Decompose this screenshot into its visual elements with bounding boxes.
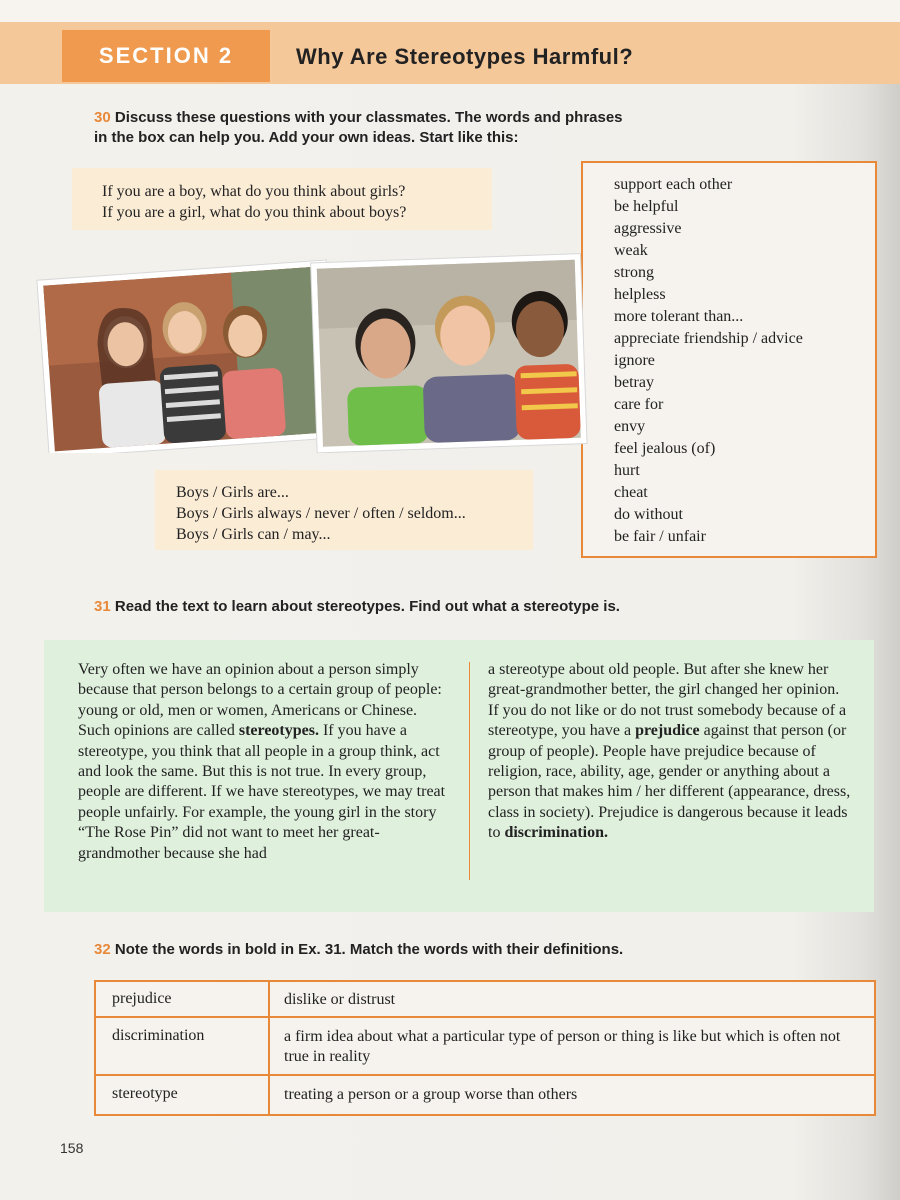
- word-item: care for: [614, 396, 664, 413]
- word-item: weak: [614, 242, 648, 259]
- reading-text-segment: Very often we have an opinion about a person simply because that person belongs to a certain group of people: young or old, men or women, Americans or Chinese. Such opinions are called: [78, 661, 442, 740]
- reading-text-segment: If you have a stereotype, you think that all people in a group think, act and look the same. But this is not true. In every group, people are different. If we have stereotypes, we may treat people unfairly. For example, the young girl in the story “The Rose Pin” did not want to meet her great-grandmother because she had: [78, 722, 446, 862]
- table-word: stereotype: [112, 1085, 178, 1102]
- word-item: be fair / unfair: [614, 528, 706, 545]
- prompt-questions: [102, 181, 406, 223]
- reading-paragraph: a stereotype about old people. But after she knew her great-grandmother better, the girl changed her opinion.: [488, 661, 840, 699]
- ex30-heading: [94, 108, 623, 148]
- ex32-heading: [94, 940, 623, 960]
- top-strip: [0, 0, 900, 22]
- word-item: ignore: [614, 352, 655, 369]
- section-tab: [62, 30, 270, 82]
- girls-photo: [37, 260, 339, 453]
- word-item: feel jealous (of): [614, 440, 716, 457]
- starter-line: Boys / Girls are...: [176, 484, 289, 501]
- ex31-number: 31: [94, 598, 111, 615]
- starter-line: Boys / Girls can / may...: [176, 526, 331, 543]
- bold-term-prejudice: prejudice: [635, 722, 700, 740]
- table-row: [96, 982, 874, 1018]
- reading-paragraph: [488, 701, 858, 844]
- table-row: [96, 1076, 874, 1114]
- page-number: 158: [60, 1140, 84, 1156]
- reading-text-left: [78, 660, 450, 864]
- reading-text-right: [488, 660, 858, 844]
- word-list: [614, 174, 803, 548]
- word-item: strong: [614, 264, 654, 281]
- word-item: aggressive: [614, 220, 682, 237]
- word-item: appreciate friendship / advice: [614, 330, 803, 347]
- table-definition: dislike or distrust: [284, 991, 396, 1008]
- word-item: do without: [614, 506, 683, 523]
- boys-photo: [311, 254, 587, 453]
- column-divider: [469, 662, 470, 880]
- prompt-question-girl: If you are a girl, what do you think about boys?: [102, 204, 407, 221]
- word-item: hurt: [614, 462, 640, 479]
- ex30-instruction-line1: Discuss these questions with your classmates. The words and phrases: [114, 109, 623, 126]
- section-label: SECTION 2: [98, 43, 234, 68]
- word-item: support each other: [614, 176, 733, 193]
- table-word: discrimination: [112, 1027, 205, 1044]
- teenagers-photo: [36, 248, 591, 453]
- ex30-number: 30: [94, 109, 111, 126]
- table-word: prejudice: [112, 990, 172, 1007]
- ex32-instruction: Note the words in bold in Ex. 31. Match the words with their definitions.: [114, 941, 624, 958]
- prompt-question-boy: If you are a boy, what do you think about girls?: [102, 183, 406, 200]
- table-row: [96, 1018, 874, 1076]
- word-item: more tolerant than...: [614, 308, 744, 325]
- word-item: helpless: [614, 286, 666, 303]
- definitions-table: [94, 980, 876, 1116]
- sentence-starters: [176, 482, 466, 545]
- reading-text-segment: If you do not like or do not trust somebody because of a stereotype, you have a: [488, 701, 847, 740]
- word-item: betray: [614, 374, 654, 391]
- table-definition: a firm idea about what a particular type of person or thing is like but which is often not true in reality: [284, 1028, 841, 1065]
- ex32-number: 32: [94, 941, 111, 958]
- word-item: cheat: [614, 484, 648, 501]
- table-definition: treating a person or a group worse than others: [284, 1086, 578, 1103]
- bold-term-stereotypes: stereotypes.: [238, 722, 319, 740]
- word-item: be helpful: [614, 198, 679, 215]
- ex31-instruction: Read the text to learn about stereotypes. Find out what a stereotype is.: [114, 598, 620, 615]
- starter-line: Boys / Girls always / never / often / seldom...: [176, 505, 466, 522]
- reading-text-segment: against that person (or group of people). People have prejudice because of religion, race, ability, age, gender or anything about a person that makes him / her different (appearance, dress, class in society). Prejudice is dangerous because it leads to: [488, 722, 851, 842]
- bold-term-discrimination: discrimination.: [504, 824, 609, 842]
- page-title: Why Are Stereotypes Harmful?: [296, 44, 634, 69]
- word-item: envy: [614, 418, 646, 435]
- ex30-instruction-line2: in the box can help you. Add your own ideas. Start like this:: [94, 129, 519, 146]
- ex31-heading: [94, 597, 620, 617]
